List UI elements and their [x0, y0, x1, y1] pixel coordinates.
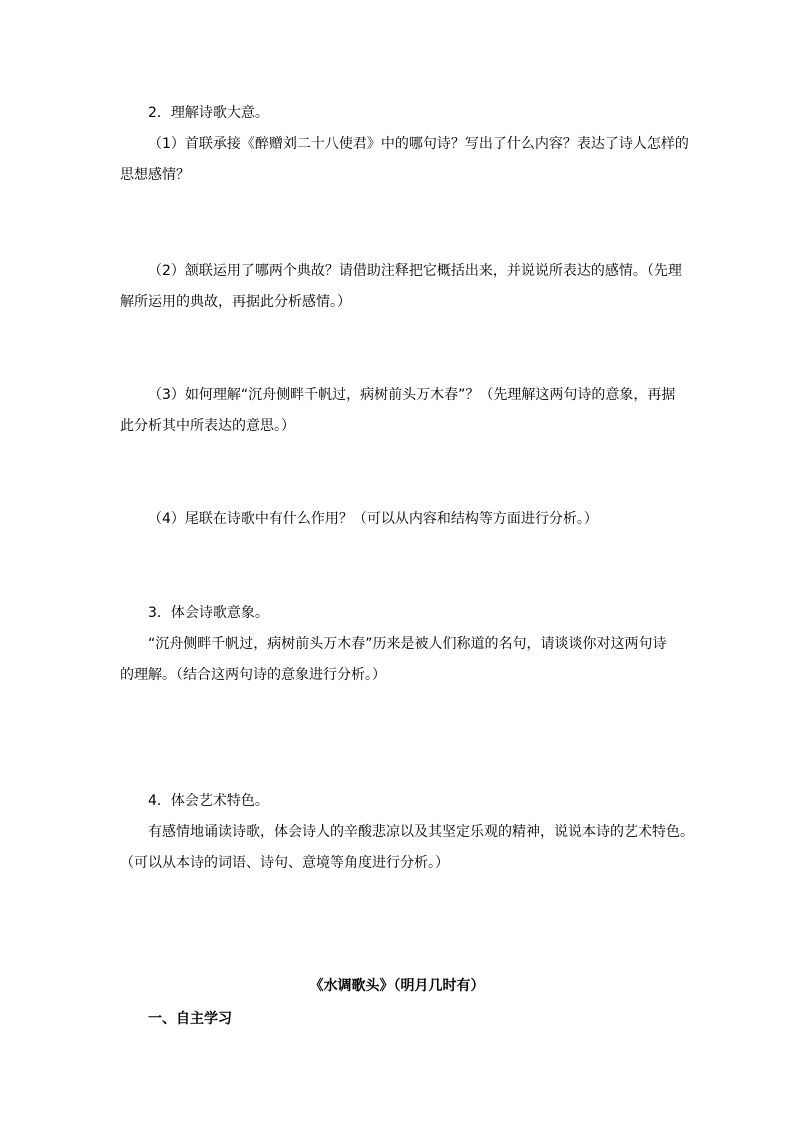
question-2-line-2: 解所运用的典故，再据此分析感情。）: [120, 294, 351, 310]
question-1-line-2: 思想感情？: [120, 167, 190, 183]
section-3-line-2: 的理解。（结合这两句诗的意象进行分析。）: [120, 667, 386, 683]
section-4-line-2: （可以从本诗的词语、诗句、意境等角度进行分析。）: [120, 855, 449, 871]
section-4-heading: 4．体会艺术特色。: [148, 793, 269, 809]
question-1-line-1: （1）首联承接《醉赠刘二十八使君》中的哪句诗？写出了什么内容？表达了诗人怎样的: [148, 136, 689, 152]
section-3-line-1: “沉舟侧畔千帆过，病树前头万木春”历来是被人们称道的名句，请谈谈你对这两句诗: [148, 636, 667, 652]
question-3-line-1: （3）如何理解“沉舟侧畔千帆过，病树前头万木春”？（先理解这两句诗的意象，再据: [148, 387, 676, 403]
question-4-line-1: （4）尾联在诗歌中有什么作用？（可以从内容和结构等方面进行分析。）: [148, 511, 598, 527]
question-2-line-1: （2）颔联运用了哪两个典故？请借助注释把它概括出来，并说说所表达的感情。（先理: [148, 263, 682, 279]
question-3-line-2: 此分析其中所表达的意思。）: [120, 418, 295, 434]
self-study-heading: 一、自主学习: [148, 1011, 232, 1027]
section-4-line-1: 有感情地诵读诗歌，体会诗人的辛酸悲凉以及其坚定乐观的精神，说说本诗的艺术特色。: [148, 824, 694, 840]
section-3-heading: 3．体会诗歌意象。: [148, 605, 269, 621]
next-lesson-title: 《水调歌头》（明月几时有）: [309, 978, 485, 994]
section-2-heading: 2．理解诗歌大意。: [148, 105, 269, 121]
